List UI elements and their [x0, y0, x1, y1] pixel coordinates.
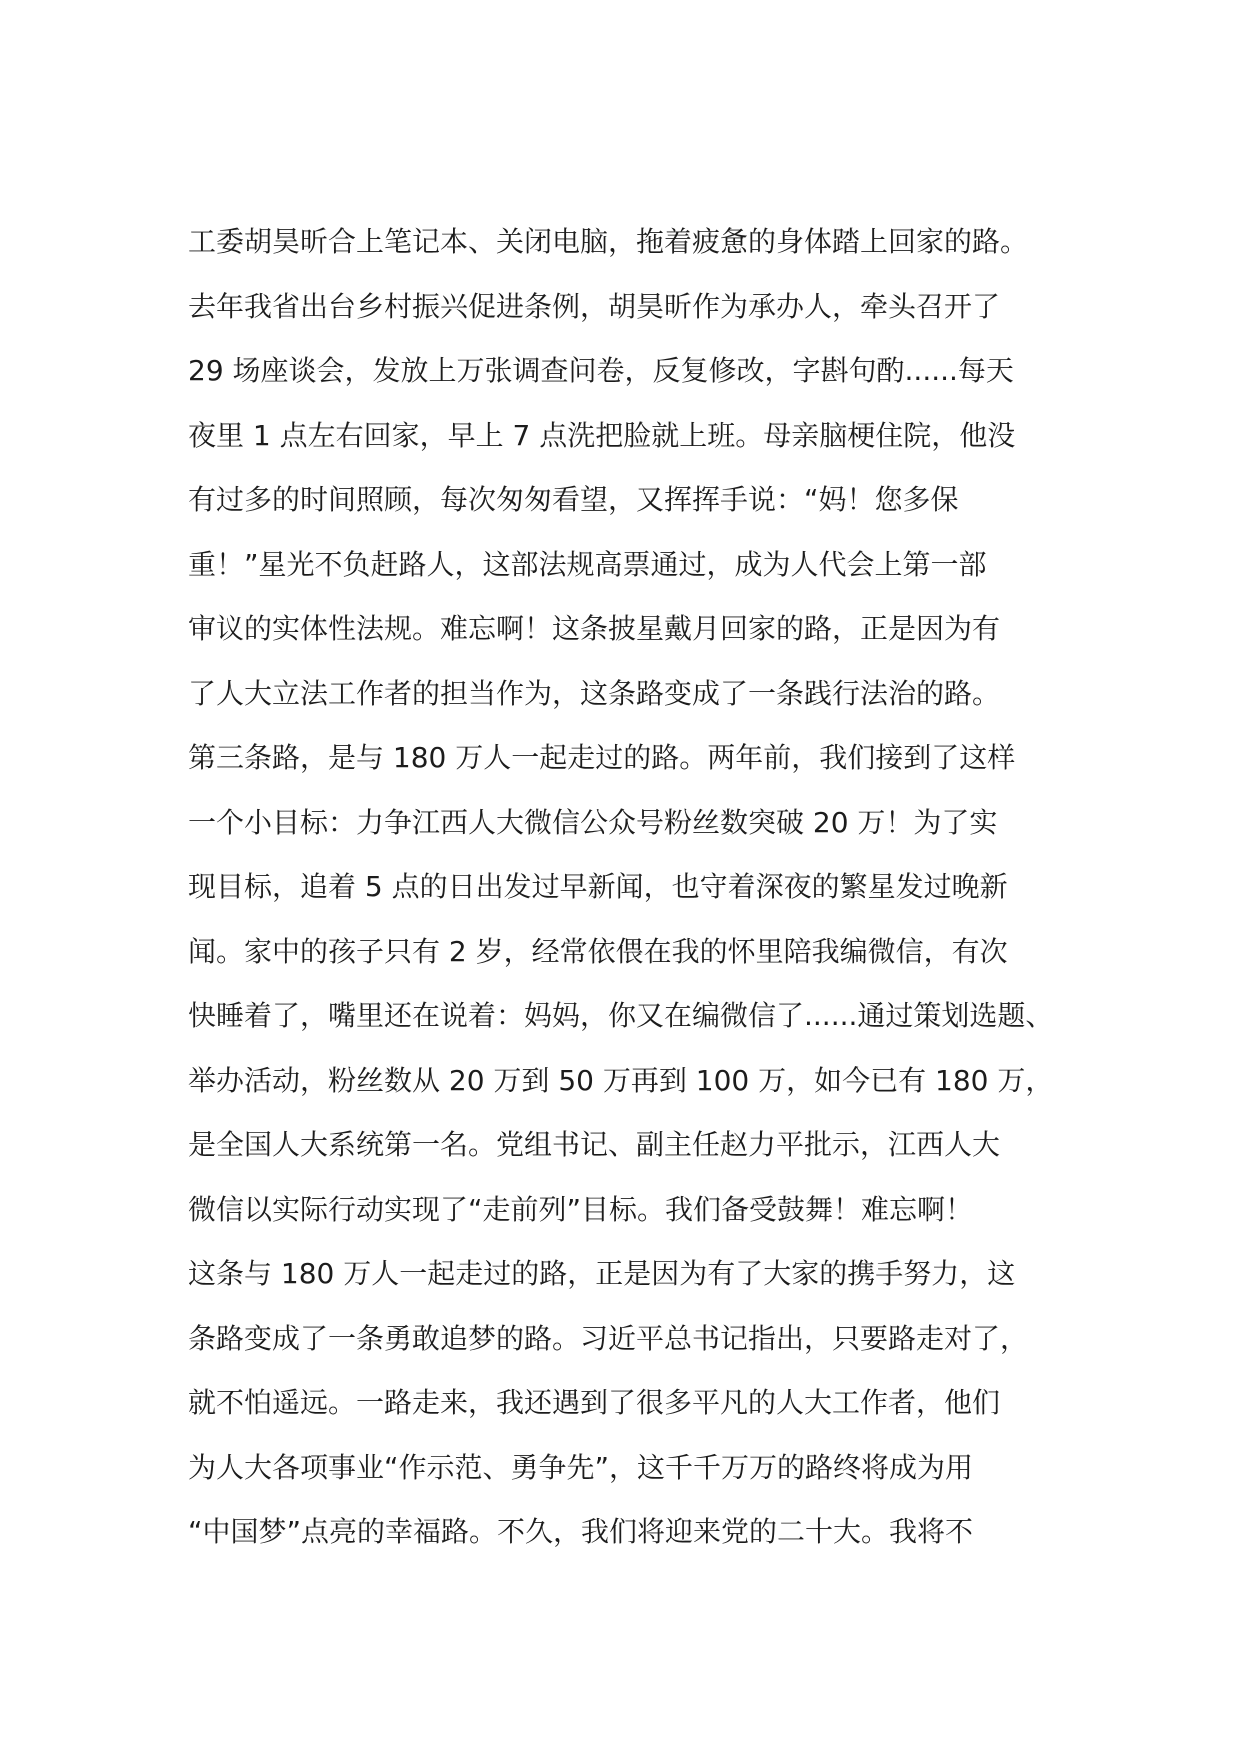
text-line: 第三条路，是与 180 万人一起走过的路。两年前，我们接到了这样 [188, 741, 1016, 774]
text-line: 一个小目标：力争江西人大微信公众号粉丝数突破 20 万！为了实 [188, 805, 998, 839]
text-line: 现目标，追着 5 点的日出发过早新闻，也守着深夜的繁星发过晚新 [188, 870, 1008, 903]
text-line: 审议的实体性法规。难忘啊！这条披星戴月回家的路，正是因为有 [188, 612, 1001, 645]
text-line: 去年我省出台乡村振兴促进条例，胡昊昕作为承办人，牵头召开了 [188, 289, 1001, 323]
text-line: 闻。家中的孩子只有 2 岁，经常依偎在我的怀里陪我编微信，有次 [188, 934, 1008, 968]
text-line: 举办活动，粉丝数从 20 万到 50 万再到 100 万，如今已有 180 万， [188, 1063, 1054, 1097]
text-line: 就不怕遥远。一路走来，我还遇到了很多平凡的人大工作者，他们 [188, 1386, 1001, 1419]
text-line: 29 场座谈会，发放上万张调查问卷，反复修改，字斟句酌......每天 [188, 354, 1014, 387]
text-line: 这条与 180 万人一起走过的路，正是因为有了大家的携手努力，这 [188, 1257, 1016, 1290]
text-line: 重！”星光不负赶路人，这部法规高票通过，成为人代会上第一部 [188, 547, 987, 581]
text-line: 工委胡昊昕合上笔记本、关闭电脑，拖着疲惫的身体踏上回家的路。 [188, 225, 1029, 258]
text-line: “中国梦”点亮的幸福路。不久，我们将迎来党的二十大。我将不 [188, 1515, 974, 1548]
body-text [188, 210, 1088, 1565]
text-line: 有过多的时间照顾，每次匆匆看望，又挥挥手说：“妈！您多保 [188, 483, 959, 516]
text-line: 为人大各项事业“作示范、勇争先”，这千千万万的路终将成为用 [188, 1450, 974, 1484]
text-line: 夜里 1 点左右回家，早上 7 点洗把脸就上班。母亲脑梗住院，他没 [188, 418, 1016, 452]
text-line: 是全国人大系统第一名。党组书记、副主任赵力平批示，江西人大 [188, 1128, 1001, 1161]
text-line: 快睡着了，嘴里还在说着：妈妈，你又在编微信了......通过策划选题、 [188, 999, 1054, 1032]
text-line: 微信以实际行动实现了“走前列”目标。我们备受鼓舞！难忘啊！ [188, 1192, 974, 1226]
text-line: 了人大立法工作者的担当作为，这条路变成了一条践行法治的路。 [188, 676, 1001, 710]
text-line: 条路变成了一条勇敢追梦的路。习近平总书记指出，只要路走对了， [188, 1321, 1029, 1355]
